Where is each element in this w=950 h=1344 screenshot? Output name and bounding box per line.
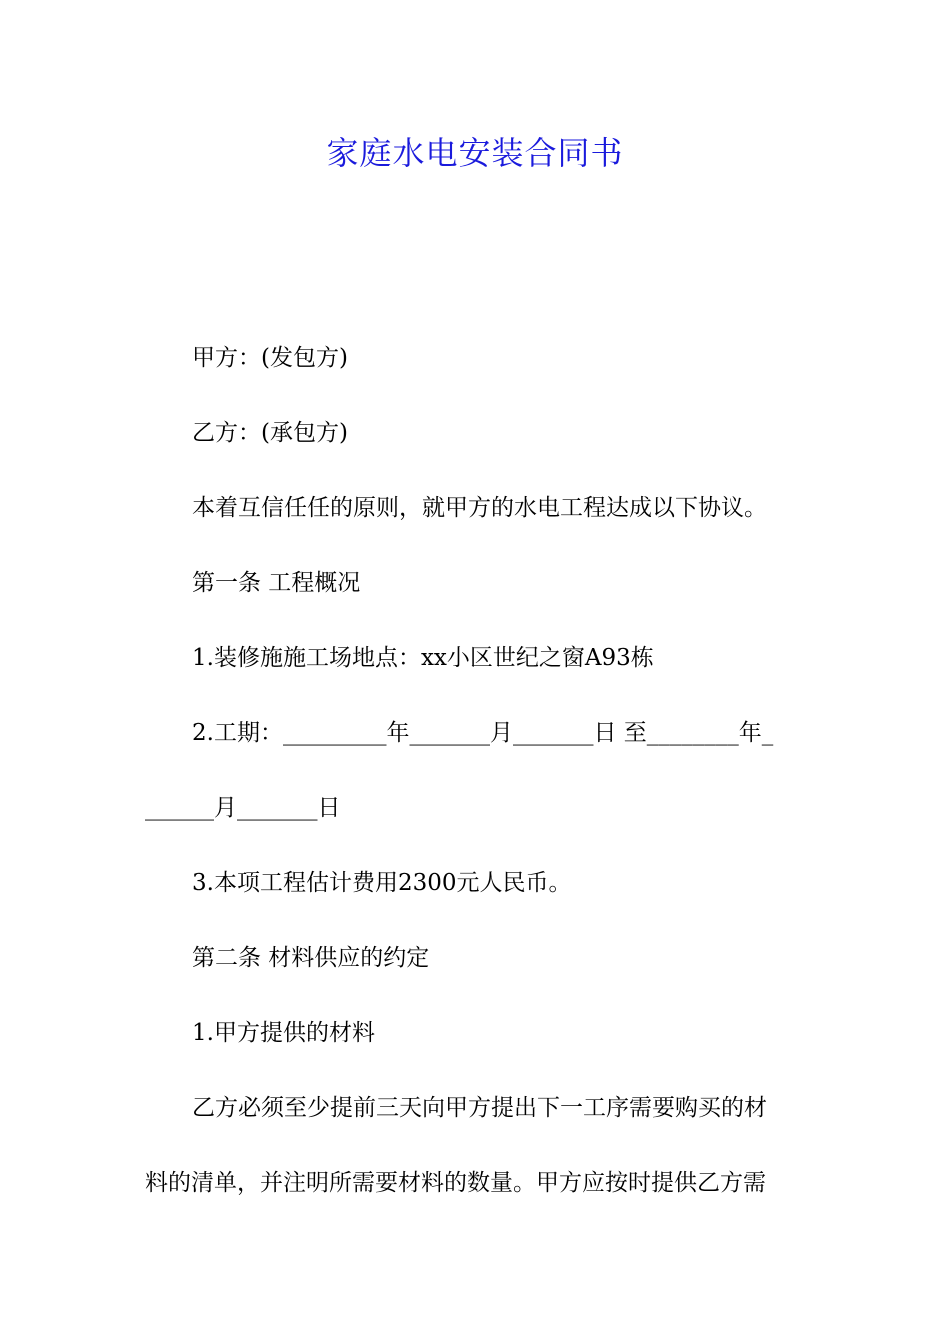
article-1-heading: 第一条 工程概况 (192, 570, 361, 596)
site-location-line: 1.装修施施工场地点：xx小区世纪之窗A93栋 (192, 645, 654, 671)
estimated-cost-line: 3.本项工程估计费用2300元人民币。 (192, 870, 572, 896)
document-title: 家庭水电安装合同书 (326, 134, 624, 172)
party-a-line: 甲方：(发包方) (192, 345, 348, 371)
work-period-line: 2.工期：_________年_______月_______日 至________年_ (192, 720, 774, 746)
work-period-continuation: ______月_______日 (145, 795, 341, 821)
party-a-materials-line: 1.甲方提供的材料 (192, 1020, 375, 1046)
materials-paragraph-line-2: 料的清单，并注明所需要材料的数量。甲方应按时提供乙方需 (145, 1170, 766, 1196)
party-b-line: 乙方：(承包方) (192, 420, 348, 446)
article-2-heading: 第二条 材料供应的约定 (192, 945, 430, 971)
preamble-line: 本着互信任任的原则，就甲方的水电工程达成以下协议。 (192, 495, 767, 521)
materials-paragraph-line-1: 乙方必须至少提前三天向甲方提出下一工序需要购买的材 (192, 1095, 767, 1121)
